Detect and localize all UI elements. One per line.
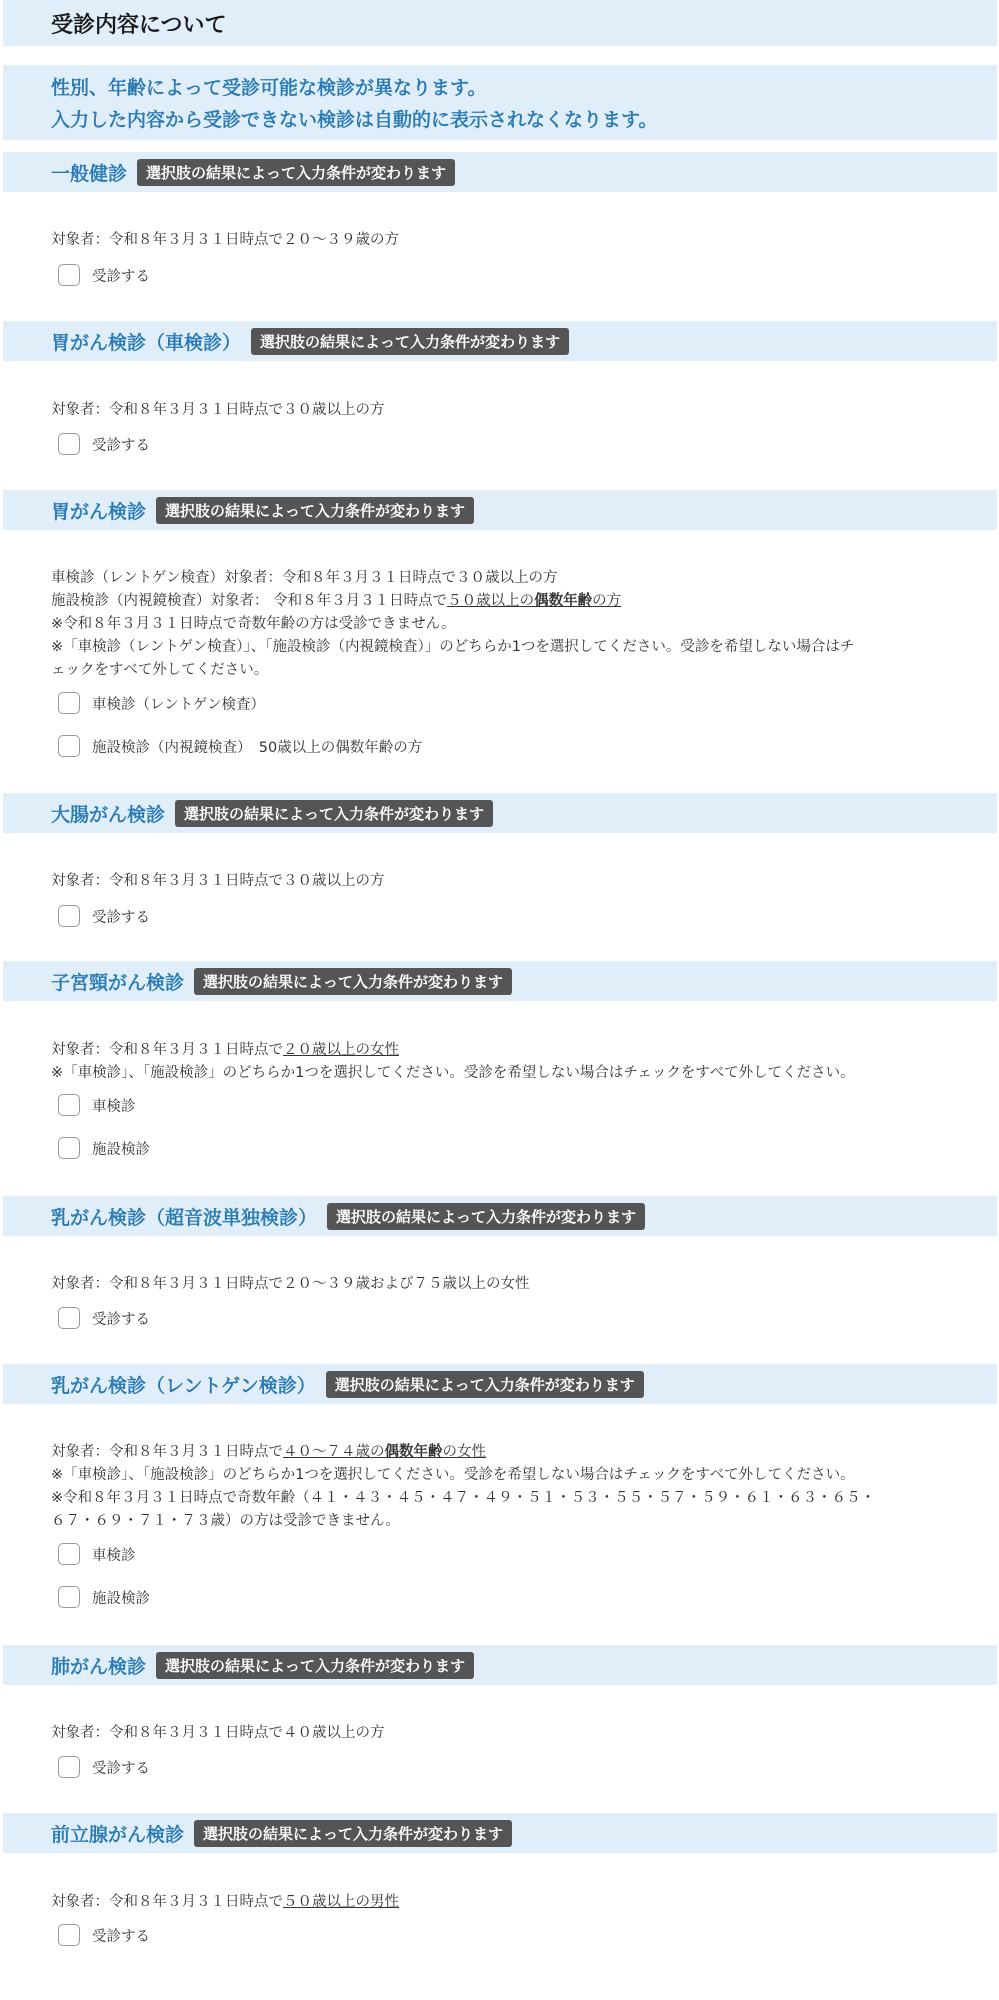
target-description: 対象者：令和８年３月３１日時点で２０～３９歳の方 <box>51 232 399 248</box>
exam-option[interactable] <box>58 733 422 759</box>
section-header <box>3 152 997 192</box>
description-prefix: 対象者：令和８年３月３１日時点で <box>51 1444 283 1460</box>
underlined-condition: の方 <box>592 593 622 609</box>
section-title: 胃がん検診 <box>51 500 147 523</box>
description-prefix: 施設検診（内視鏡検査）対象者： 令和８年３月３１日時点で <box>51 593 448 609</box>
section-header <box>3 1645 997 1685</box>
section-title: 一般健診 <box>51 162 128 185</box>
exam-option[interactable] <box>58 903 150 929</box>
section-title: 子宮頸がん検診 <box>51 971 185 994</box>
target-description <box>51 1441 951 1464</box>
underlined-condition: ５０歳以上の男性 <box>283 1894 399 1910</box>
section-header <box>3 1364 997 1404</box>
condition-badge: 選択肢の結果によって入力条件が変わります <box>194 968 512 995</box>
condition-badge: 選択肢の結果によって入力条件が変わります <box>175 800 493 827</box>
target-description: 対象者：令和８年３月３１日時点で２０～３９歳および７５歳以上の女性 <box>51 1276 530 1292</box>
condition-badge: 選択肢の結果によって入力条件が変わります <box>137 159 455 186</box>
target-description: ※令和８年３月３１日時点で奇数年齢（４１・４３・４５・４７・４９・５１・５３・５５・５７・５９・６１・６３・６５・ <box>51 1490 876 1506</box>
exam-option[interactable] <box>58 690 265 716</box>
checkbox-label: 受診する <box>92 909 150 926</box>
exam-option[interactable] <box>58 1584 150 1610</box>
checkbox[interactable] <box>58 433 80 455</box>
checkbox-label: 施設検診 <box>92 1590 150 1607</box>
underlined-condition: ２０歳以上の女性 <box>283 1042 399 1058</box>
exam-option[interactable] <box>58 431 150 457</box>
checkbox-label: 車検診（レントゲン検査） <box>92 696 266 713</box>
section-title: 大腸がん検診 <box>51 803 166 826</box>
notice-line: 入力した内容から受診できない検診は自動的に表示されなくなります。 <box>51 109 658 131</box>
checkbox-label: 受診する <box>92 1760 150 1777</box>
target-description: 車検診（レントゲン検査）対象者：令和８年３月３１日時点で３０歳以上の方 <box>51 570 558 586</box>
exam-option[interactable] <box>58 1922 150 1948</box>
section-title: 前立腺がん検診 <box>51 1823 185 1846</box>
condition-badge: 選択肢の結果によって入力条件が変わります <box>194 1820 512 1847</box>
section-title: 乳がん検診（超音波単独検診） <box>51 1206 318 1229</box>
checkbox-label: 受診する <box>92 268 150 285</box>
description-prefix: 対象者：令和８年３月３１日時点で <box>51 1894 283 1910</box>
exam-option[interactable] <box>58 1135 150 1161</box>
underlined-condition: ４０～７４歳の <box>283 1444 385 1460</box>
condition-badge: 選択肢の結果によって入力条件が変わります <box>156 497 474 524</box>
exam-option[interactable] <box>58 1754 150 1780</box>
even-age-emphasis: 偶数年齢 <box>534 593 593 609</box>
checkbox[interactable] <box>58 905 80 927</box>
target-description: ※「車検診」、「施設検診」のどちらか1つを選択してください。受診を希望しない場合はチェックをすべて外してください。 <box>51 1065 855 1081</box>
page-title-band <box>3 0 997 46</box>
condition-badge: 選択肢の結果によって入力条件が変わります <box>251 328 569 355</box>
section-title: 肺がん検診 <box>51 1655 147 1678</box>
checkbox-label: 受診する <box>92 1928 150 1945</box>
checkbox-label: 車検診 <box>92 1547 136 1564</box>
checkbox-label: 施設検診 <box>92 1141 150 1158</box>
checkbox-label: 施設検診（内視鏡検査） 50歳以上の偶数年齢の方 <box>92 739 423 756</box>
target-description <box>51 590 951 613</box>
checkbox[interactable] <box>58 264 80 286</box>
checkbox[interactable] <box>58 1924 80 1946</box>
condition-badge: 選択肢の結果によって入力条件が変わります <box>156 1652 474 1679</box>
target-description <box>51 1039 951 1062</box>
exam-option[interactable] <box>58 1092 136 1118</box>
even-age-emphasis: 偶数年齢 <box>384 1444 443 1460</box>
section-header <box>3 1813 997 1853</box>
exam-option[interactable] <box>58 262 150 288</box>
page-title: 受診内容について <box>51 12 227 38</box>
target-description: ※「車検診（レントゲン検査）」、「施設検診（内視鏡検査）」のどちらか1つを選択してください。受診を希望しない場合はチ <box>51 639 855 655</box>
checkbox-label: 車検診 <box>92 1098 136 1115</box>
section-header <box>3 321 997 361</box>
target-description: ェックをすべて外してください。 <box>51 662 269 678</box>
exam-option[interactable] <box>58 1541 136 1567</box>
target-description: 対象者：令和８年３月３１日時点で３０歳以上の方 <box>51 873 385 889</box>
section-header <box>3 961 997 1001</box>
target-description: ※「車検診」、「施設検診」のどちらか1つを選択してください。受診を希望しない場合はチェックをすべて外してください。 <box>51 1467 855 1483</box>
checkbox[interactable] <box>58 1137 80 1159</box>
condition-badge: 選択肢の結果によって入力条件が変わります <box>326 1371 644 1398</box>
checkbox[interactable] <box>58 1094 80 1116</box>
underlined-condition: ５０歳以上の <box>447 593 535 609</box>
notice-banner <box>3 65 997 140</box>
target-description: ６７・６９・７１・７３歳）の方は受診できません。 <box>51 1513 400 1529</box>
target-description: ※令和８年３月３１日時点で奇数年齢の方は受診できません。 <box>51 616 456 632</box>
checkbox[interactable] <box>58 1756 80 1778</box>
condition-badge: 選択肢の結果によって入力条件が変わります <box>327 1203 645 1230</box>
notice-line: 性別、年齢によって受診可能な検診が異なります。 <box>51 77 487 99</box>
section-header <box>3 1196 997 1236</box>
checkbox[interactable] <box>58 692 80 714</box>
checkbox[interactable] <box>58 735 80 757</box>
checkbox[interactable] <box>58 1307 80 1329</box>
section-title: 胃がん検診（車検診） <box>51 331 242 354</box>
description-prefix: 対象者：令和８年３月３１日時点で <box>51 1042 283 1058</box>
checkbox-label: 受診する <box>92 437 150 454</box>
exam-option[interactable] <box>58 1305 150 1331</box>
section-title: 乳がん検診（レントゲン検診） <box>51 1374 316 1397</box>
checkbox[interactable] <box>58 1543 80 1565</box>
section-header <box>3 793 997 833</box>
underlined-condition: の女性 <box>442 1444 486 1460</box>
target-description: 対象者：令和８年３月３１日時点で４０歳以上の方 <box>51 1725 385 1741</box>
checkbox-label: 受診する <box>92 1311 150 1328</box>
section-header <box>3 490 997 530</box>
target-description <box>51 1891 951 1914</box>
target-description: 対象者：令和８年３月３１日時点で３０歳以上の方 <box>51 402 385 418</box>
checkbox[interactable] <box>58 1586 80 1608</box>
